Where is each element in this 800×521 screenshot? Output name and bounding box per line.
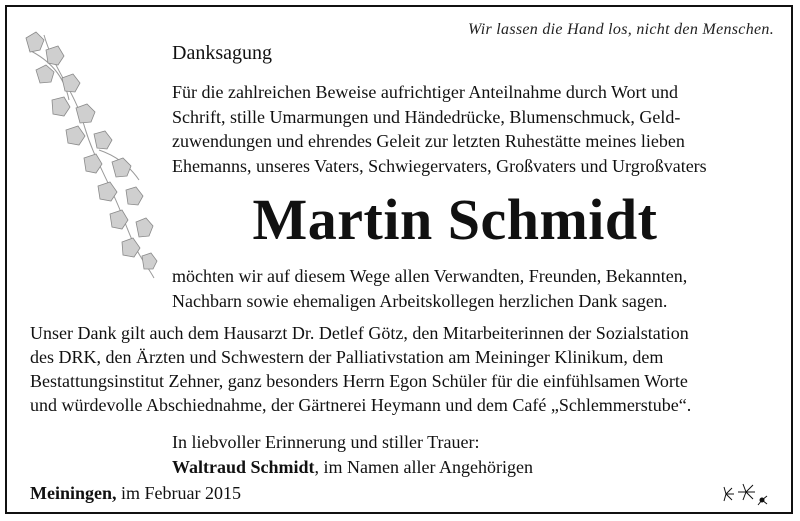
intro-text (172, 80, 772, 178)
intro-line: zuwendungen und ehrendes Geleit zur letzten Ruhestätte meines lieben (172, 131, 685, 151)
thanks-line: Nachbarn sowie ehemaligen Arbeitskollegen herzlichen Dank sagen. (172, 291, 668, 311)
signoff (172, 430, 533, 480)
deceased-name: Martin Schmidt (252, 187, 658, 252)
place-date-text: im Februar 2015 (116, 483, 241, 503)
thanks-line: möchten wir auf diesem Wege allen Verwandten, Freunden, Bekannten, (172, 266, 688, 286)
additional-thanks (30, 321, 780, 417)
signer-name: Waltraud Schmidt (172, 457, 315, 477)
intro-line: Schrift, stille Umarmungen und Händedrücke, Blumenschmuck, Geld- (172, 106, 681, 127)
extra-line: und würdevolle Abschiednahme, der Gärtnerei Heymann und dem Café „Schlemmerstube“. (30, 395, 692, 415)
extra-line: des DRK, den Ärzten und Schwestern der Palliativstation am Meininger Klinikum, dem (30, 347, 664, 367)
signer-line (172, 455, 533, 480)
heading: Danksagung (172, 42, 272, 64)
place-date (30, 483, 241, 504)
place-city: Meiningen, (30, 483, 117, 503)
signoff-line: In liebvoller Erinnerung und stiller Trauer: (172, 432, 480, 452)
intro-line: Ehemanns, unseres Vaters, Schwiegervaters, Großvaters und Urgroßvaters (172, 155, 707, 176)
motto: Wir lassen die Hand los, nicht den Menschen. (467, 21, 774, 38)
signer-suffix: , im Namen aller Angehörigen (314, 457, 533, 477)
thanks-text (172, 264, 772, 314)
extra-line: Bestattungsinstitut Zehner, ganz besonders Herrn Egon Schüler für die einfühlsamen Worte (30, 371, 688, 391)
intro-line: Für die zahlreichen Beweise aufrichtiger Anteilnahme durch Wort und (172, 82, 679, 102)
extra-line: Unser Dank gilt auch dem Hausarzt Dr. Detlef Götz, den Mitarbeiterinnen der Sozialstation (30, 323, 689, 343)
leaves-decoration-icon (720, 480, 770, 508)
